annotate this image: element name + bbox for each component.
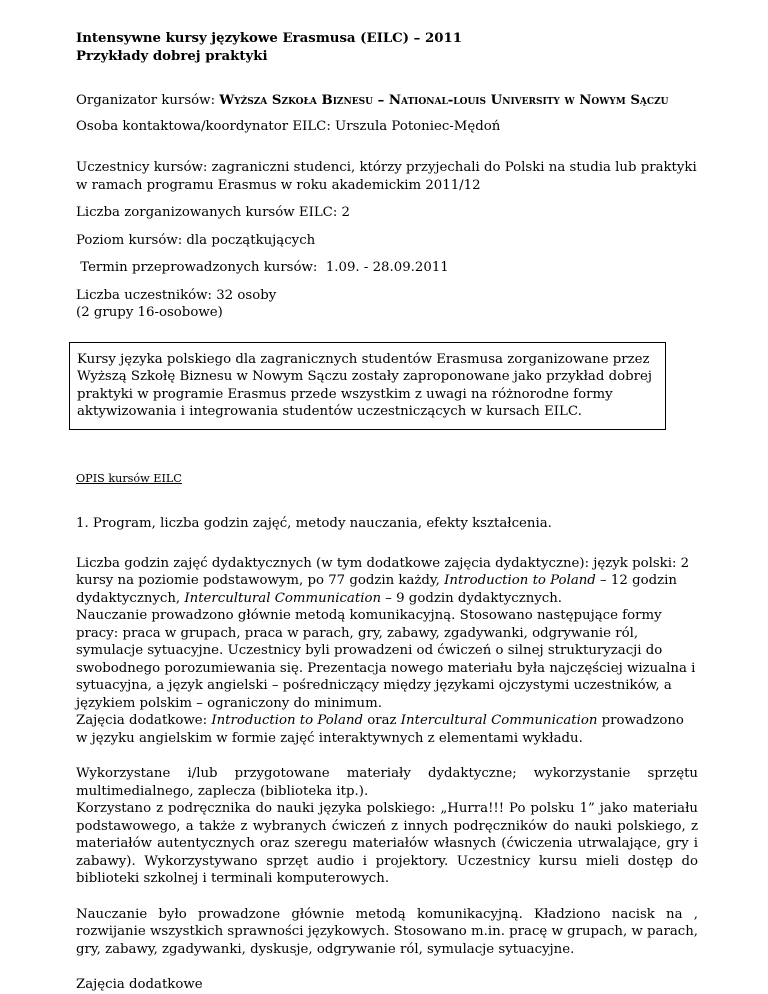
participants-text: Uczestnicy kursów: zagraniczni studenci, którzy przyjechali do Polski na studia lub praktyki w ramach programu Erasmus w roku akademickim 2011/12 — [76, 160, 697, 193]
participant-count: Liczba uczestników: 32 osoby — [76, 287, 277, 303]
paragraph-methods: Nauczanie prowadzono głównie metodą komunikacyjną. Stosowano następujące formy pracy: praca w grupach, praca w parach, gry, zabawy, zgadywanki, odgrywanie ról, symulacje sytuacyjne. Uczestnicy byli prowadzeni od ćwiczeń o silnej strukturyzacji do swobodnego porozumiewania się. Prezentacja nowego materiału była najczęściej wizualna i sytuacyjna, a język angielski – pośredniczący między językami ojczystymi uczestników, a językiem polskim – ograniczony do minimum. — [76, 608, 696, 711]
paragraph-teaching: Nauczanie było prowadzone głównie metodą komunikacyjną. Kładziono nacisk na , rozwijanie wszystkich sprawności językowych. Stosowano m.in. pracę w grupach, w parach, gry, zabawy, zgadywanki, dyskusje, odgrywanie ról, symulacje sytuacyjne. — [76, 906, 698, 957]
document-page — [76, 30, 698, 994]
contact-line — [76, 118, 698, 136]
section-heading: 1. Program, liczba godzin zajęć, metody nauczania, efekty kształcenia. — [76, 516, 552, 531]
contact-value: Urszula Potoniec-Mędoń — [335, 118, 501, 134]
paragraph-extra: Zajęcia dodatkowe — [76, 977, 203, 992]
contact-label: Osoba kontaktowa/koordynator EILC: — [76, 118, 331, 134]
organizer-label: Organizator kursów: — [76, 93, 216, 108]
highlight-text: Kursy języka polskiego dla zagranicznych studentów Erasmusa zorganizowane przez Wyższą Szkołę Biznesu w Nowym Sączu zostały zaproponowane jako przykład dobrej praktyki w programie Erasmus przede wszystkim z uwagi na różnorodne formy aktywizowania i integrowania studentów uczestniczących w kursach EILC. — [77, 351, 652, 419]
highlight-box — [69, 342, 666, 430]
paragraph-additional: Zajęcia dodatkowe: Introduction to Poland oraz Intercultural Communication prowadzono w języku angielskim w formie zajęć interaktywnych z elementami wykładu. — [76, 713, 684, 746]
opis-heading: OPIS kursów EILC — [76, 471, 182, 485]
paragraph-materials-heading: Wykorzystane i/lub przygotowane materiały dydaktyczne; wykorzystanie sprzętu multimedialnego, zaplecza (biblioteka itp.). — [76, 766, 698, 799]
paragraph-hours: Liczba godzin zajęć dydaktycznych (w tym dodatkowe zajęcia dydaktyczne): język polski: 2 kursy na poziomie podstawowym, po 77 godzin każdy, Introduction to Poland – 12 godzin dydaktycznych, Intercultural Communication – 9 godzin dydaktycznych. — [76, 555, 690, 606]
course-term: Termin przeprowadzonych kursów: 1.09. - 28.09.2011 — [76, 260, 449, 275]
organizer-value: Wyższa Szkoła Biznesu – National-louis University w Nowym Sączu — [219, 93, 669, 108]
paragraph-materials: Korzystano z podręcznika do nauki języka polskiego: „Hurra!!! Po polsku 1” jako materiału podstawowego, a także z wybranych ćwiczeń z innych podręczników do nauki polskiego, z materiałów autentycznych oraz szeregu materiałów własnych (ćwiczenia utrwalające, gry i zabawy). Wykorzystywano sprzęt audio i projektory. Uczestnicy kursu mieli dostęp do biblioteki szkolnej i terminali komputerowych. — [76, 801, 698, 886]
course-level: Poziom kursów: dla początkujących — [76, 232, 316, 248]
document-title: Intensywne kursy językowe Erasmusa (EILC) – 2011 — [76, 31, 462, 46]
participant-groups: (2 grupy 16-osobowe) — [76, 305, 223, 320]
organizer-line — [76, 92, 698, 110]
document-subtitle: Przykłady dobrej praktyki — [76, 48, 268, 64]
courses-count: Liczba zorganizowanych kursów EILC: 2 — [76, 205, 351, 220]
